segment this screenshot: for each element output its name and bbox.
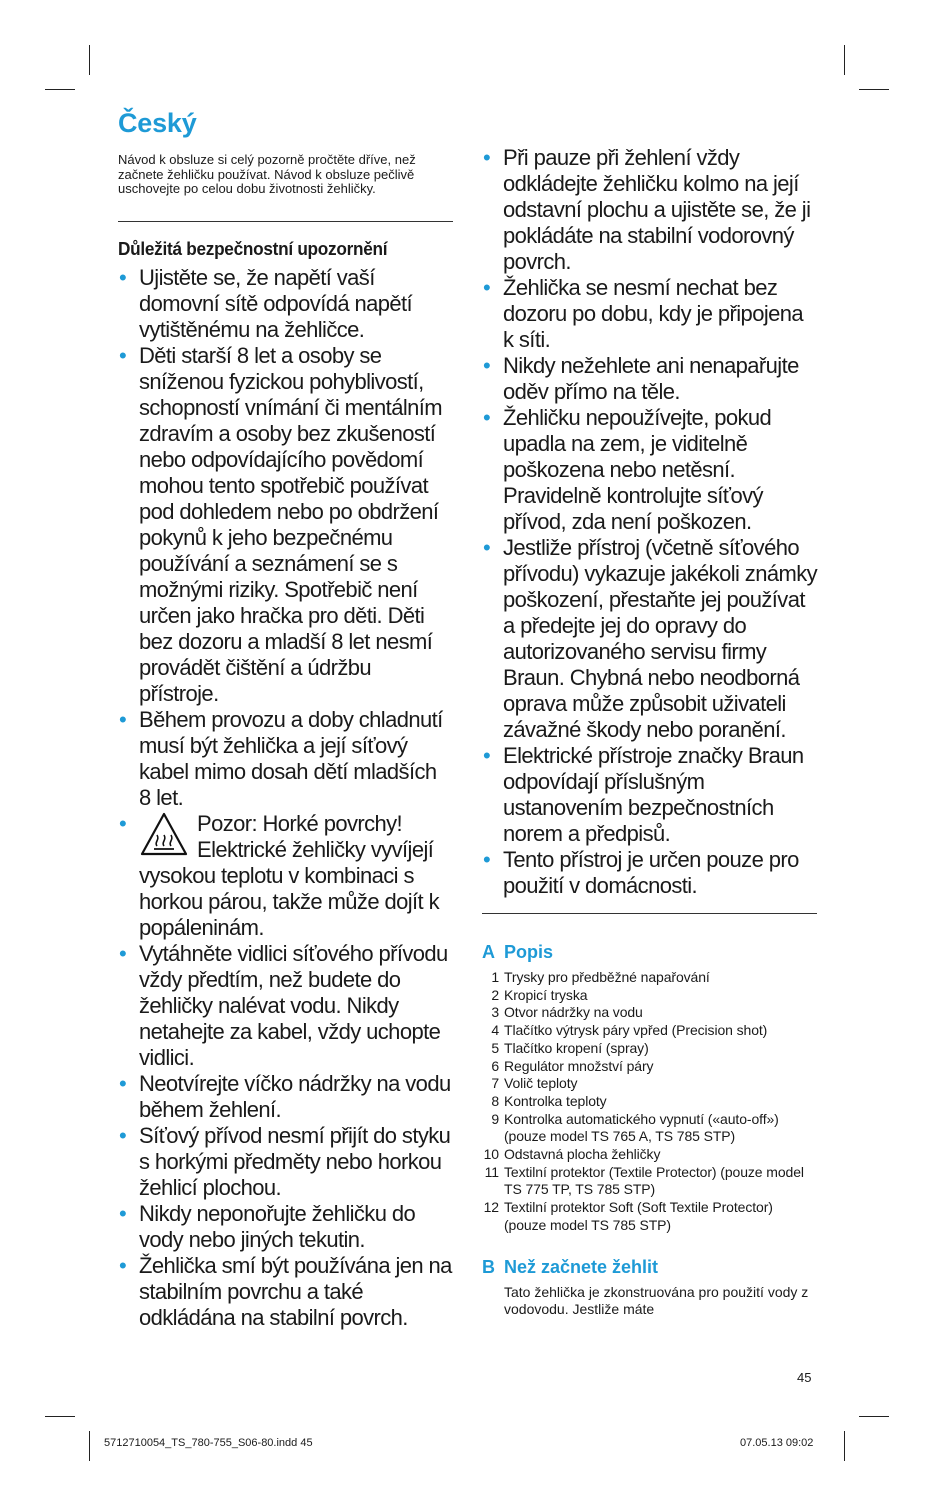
parts-list [482,969,817,1235]
bullet-icon: • [483,275,491,300]
list-item: • Vytáhněte vidlici síťového přívodu vždy předtím, než budete do žehličky nalévat vodu. Nikdy netahejte za kabel, vždy uchopte vidlici. [119,940,448,1070]
list-item: • Elektrické přístroje značky Braun odpovídají příslušným ustanovením bezpečnostních norem a předpisů. [483,743,804,846]
bullet-icon: • [483,405,491,430]
hot-surface-warning-icon [139,811,197,859]
intro-text: Návod k obsluze si celý pozorně pročtěte dříve, než začnete žehličku používat. Návod k obsluze pečlivě uschovejte po celou dobu životnosti žehličky. [118,152,416,196]
crop-mark [89,1431,90,1461]
list-item: • Nikdy nežehlete ani nenapařujte oděv přímo na těle. [483,353,799,404]
section-b-heading: B Než začnete žehlit [482,1256,659,1277]
list-item: 8 Kontrolka teploty [491,1092,607,1109]
right-column [482,145,817,1319]
list-item: 3 Otvor nádržky na vodu [491,1004,643,1021]
crop-mark [859,89,889,90]
safety-list-left [118,265,453,1331]
bullet-icon: • [119,1122,127,1148]
list-item: • Během provozu a doby chladnutí musí být žehlička a její síťový kabel mimo dosah dětí mladších 8 let. [119,706,443,810]
bullet-icon: • [119,706,127,732]
crop-mark [844,1431,845,1461]
bullet-icon: • [119,1070,127,1096]
crop-mark [45,1416,75,1417]
list-item: 10 Odstavná plocha žehličky [483,1146,661,1163]
section-a-heading: A Popis [482,942,554,962]
list-item: 1 Trysky pro předběžné napařování [491,969,710,985]
bullet-icon: • [483,145,491,170]
list-item: • Jestliže přístroj (včetně síťového přívodu) vykazuje jakékoli známky poškození, přestaňte jej používat a předejte jej do opravy do autorizovaného servisu firmy Braun. Chybná nebo neodborná oprava může způsobit uživateli závažné škody nebo poranění. [483,535,818,742]
list-item: • Žehlička smí být používána jen na stabilním povrchu a také odkládána na stabilní povrch. [119,1252,452,1330]
bullet-icon: • [483,847,491,872]
list-item: • Tento přístroj je určen pouze pro použití v domácnosti. [483,847,799,898]
list-item: 6 Regulátor množství páry [491,1057,654,1074]
list-item: 2 Kropicí tryska [491,986,588,1003]
list-item: 12 Textilní protektor Soft (Soft Textile Protector) (pouze model TS 785 STP) [483,1199,773,1233]
list-item: • Pozor: Horké povrchy! Elektrické žehličky vyvíjejí vysokou teplotu v kombinaci s horkou párou, takže může dojít k popáleninám. [119,810,439,940]
list-item: • Neotvírejte víčko nádržky na vodu během žehlení. [119,1070,451,1122]
divider [482,913,817,914]
list-item: • Síťový přívod nesmí přijít do styku s horkými předměty nebo horkou žehlicí plochou. [119,1122,451,1200]
bullet-icon: • [119,1252,127,1278]
list-item: • Žehličku nepoužívejte, pokud upadla na zem, je viditelně poškozena nebo netěsní. Pravidelně kontrolujte síťový přívod, zda není poškozen. [483,405,772,534]
list-item: • Při pauze při žehlení vždy odkládejte žehličku kolmo na její odstavní plochu a ujistěte se, že ji pokládáte na stabilní vodorovný povrch. [483,145,811,274]
bullet-icon: • [119,264,127,290]
section-b-text: Tato žehlička je zkonstruována pro použití vody z vodovodu. Jestliže máte [504,1283,809,1318]
crop-mark [844,45,845,75]
list-item: 5 Tlačítko kropení (spray) [491,1039,649,1056]
list-item: • Nikdy neponořujte žehličku do vody nebo jiných tekutin. [119,1200,416,1252]
crop-mark [45,89,75,90]
bullet-icon: • [119,940,127,966]
bullet-icon: • [119,342,127,368]
list-item: 9 Kontrolka automatického vypnutí («auto-off») (pouze model TS 765 A, TS 785 STP) [491,1110,779,1145]
list-item: • Ujistěte se, že napětí vaší domovní sítě odpovídá napětí vytištěnému na žehličce. [119,264,413,342]
bullet-icon: • [483,353,491,378]
list-item: 7 Volič teploty [491,1075,578,1092]
safety-list-right [482,145,817,899]
footer-file-info: 5712710054_TS_780-755_S06-80.indd 45 [104,1437,313,1449]
bullet-icon: • [483,743,491,768]
bullet-icon: • [483,535,491,560]
page-title: Český [118,108,197,138]
list-item: 4 Tlačítko výtrysk páry vpřed (Precision shot) [491,1022,768,1039]
safety-heading: Důležitá bezpečnostní upozornění [118,237,388,259]
list-item: • Žehlička se nesmí nechat bez dozoru po dobu, kdy je připojena k síti. [483,275,804,352]
left-column [118,108,453,1331]
crop-mark [89,45,90,75]
bullet-icon: • [119,1200,127,1226]
list-item: • Děti starší 8 let a osoby se sníženou fyzickou pohyblivostí, schopností vnímání či mentálním zdravím a osoby bez zkušeností nebo odpovídajícího povědomí mohou tento spotřebič používat pod dohledem nebo po obdržení pokynů k jeho bezpečnému používání a seznámení se s možnými riziky. Spotřebič není určen jako hračka pro děti. Děti bez dozoru a mladší 8 let nesmí provádět čištění a údržbu přístroje. [119,342,442,706]
crop-mark [859,1416,889,1417]
divider [118,221,453,222]
page-number: 45 [797,1370,812,1385]
footer-date: 07.05.13 09:02 [740,1437,814,1449]
bullet-icon: • [119,810,127,836]
list-item: 11 Textilní protektor (Textile Protector) (pouze model TS 775 TP, TS 785 STP) [484,1163,804,1198]
